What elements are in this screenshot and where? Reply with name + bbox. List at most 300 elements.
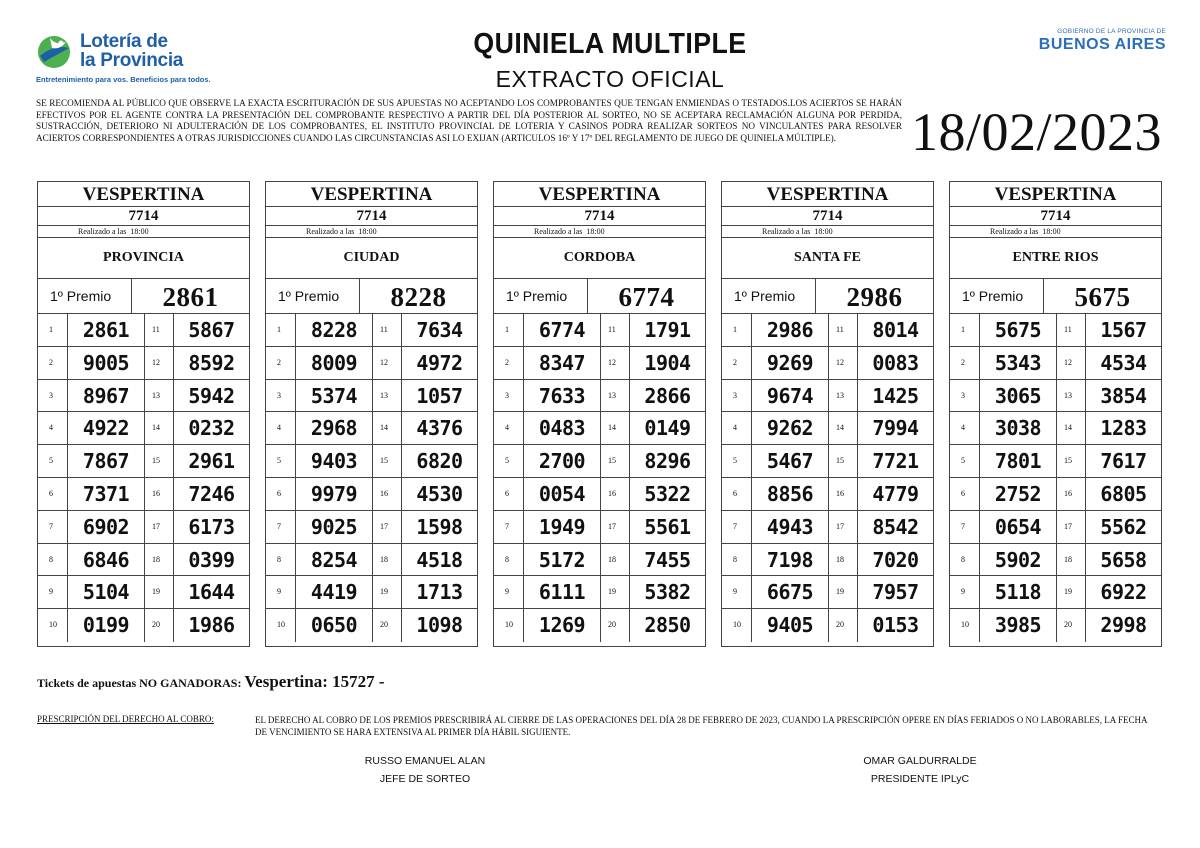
result-row: [494, 576, 705, 609]
result-position: 18: [601, 544, 630, 576]
result-number: 7371: [68, 478, 145, 510]
panel-time-label: Realizado a las: [78, 227, 127, 236]
result-number: 2968: [296, 412, 373, 444]
result-number: 6774: [524, 314, 601, 346]
prescription-text: EL DERECHO AL COBRO DE LOS PREMIOS PRESCRIBIRÁ AL CIERRE DE LAS OPERACIONES DEL DÍA 28 DE FEBRERO DE 2023, CUANDO LA PRESCRIPCIÓN OPERE EN DÍAS FERIADOS O NO LABORABLES, LA FECHA DE VENCIMIENTO SE HARA EXTENSIVA AL PRIMER DÍA HÁBIL SIGUIENTE.: [255, 715, 1147, 737]
result-position: 19: [829, 576, 858, 608]
result-number: 8009: [296, 347, 373, 379]
result-position: 8: [38, 544, 68, 576]
result-position: 16: [145, 478, 174, 510]
result-row: [722, 412, 933, 445]
tickets-value: Vespertina: 15727 -: [244, 672, 385, 691]
result-row: [266, 412, 477, 445]
result-number: 0483: [524, 412, 601, 444]
panel-session: VESPERTINA: [38, 182, 249, 207]
panel-time-label: Realizado a las: [762, 227, 811, 236]
result-row: [494, 314, 705, 347]
result-row: [266, 544, 477, 577]
result-number: 8254: [296, 544, 373, 576]
panel-provincia: [37, 181, 250, 647]
result-number: 5942: [188, 383, 235, 408]
panel-time-value: 18:00: [358, 227, 377, 236]
result-number: 1904: [644, 350, 691, 375]
result-position: 14: [373, 412, 402, 444]
result-number: 1713: [416, 580, 463, 605]
result-number: 5561: [644, 514, 691, 539]
result-position: 10: [266, 609, 296, 642]
result-row: [722, 347, 933, 380]
result-number: 7633: [524, 380, 601, 412]
result-number: 4518: [416, 547, 463, 572]
result-position: 20: [373, 609, 402, 642]
panel-ciudad: [265, 181, 478, 647]
result-row: [494, 445, 705, 478]
result-position: 2: [950, 347, 980, 379]
result-number: 9269: [752, 347, 829, 379]
first-prize-value: 5675: [1074, 282, 1131, 312]
result-position: 17: [373, 511, 402, 543]
panel-city: CORDOBA: [494, 238, 705, 279]
result-number: 9005: [68, 347, 145, 379]
result-number: 2961: [188, 449, 235, 474]
result-position: 10: [722, 609, 752, 642]
result-number: 8296: [644, 449, 691, 474]
result-number: 7634: [416, 318, 463, 342]
result-position: 3: [722, 380, 752, 412]
result-number: 1269: [524, 609, 601, 642]
result-number: 0083: [872, 350, 919, 375]
result-position: 2: [722, 347, 752, 379]
result-row: [722, 511, 933, 544]
panel-draw-number: 7714: [494, 207, 705, 226]
first-prize-label: 1º Premio: [494, 279, 588, 313]
result-position: 19: [145, 576, 174, 608]
panel-results-grid: [494, 314, 705, 642]
panel-results-grid: [950, 314, 1161, 642]
page-title: QUINIELA MULTIPLE: [473, 28, 747, 60]
panel-time-label: Realizado a las: [306, 227, 355, 236]
result-number: 6846: [68, 544, 145, 576]
result-position: 18: [1057, 544, 1086, 576]
result-row: [38, 609, 249, 642]
panel-results-grid: [722, 314, 933, 642]
result-position: 9: [494, 576, 524, 608]
result-position: 17: [601, 511, 630, 543]
result-number: 4376: [416, 416, 463, 441]
first-prize-label: 1º Premio: [38, 279, 132, 313]
result-position: 11: [145, 314, 174, 346]
result-position: 7: [266, 511, 296, 543]
result-row: [950, 478, 1161, 511]
panel-city: PROVINCIA: [38, 238, 249, 279]
result-row: [950, 412, 1161, 445]
result-row: [722, 314, 933, 347]
result-position: 7: [38, 511, 68, 543]
result-position: 12: [1057, 347, 1086, 379]
result-row: [950, 347, 1161, 380]
result-position: 9: [722, 576, 752, 608]
result-position: 4: [722, 412, 752, 444]
result-row: [494, 347, 705, 380]
result-position: 16: [1057, 478, 1086, 510]
result-row: [38, 314, 249, 347]
result-number: 5902: [980, 544, 1057, 576]
result-position: 6: [38, 478, 68, 510]
result-number: 5343: [980, 347, 1057, 379]
first-prize-label: 1º Premio: [722, 279, 816, 313]
result-position: 14: [1057, 412, 1086, 444]
result-position: 20: [145, 609, 174, 642]
result-position: 7: [950, 511, 980, 543]
result-position: 13: [145, 380, 174, 412]
result-position: 9: [38, 576, 68, 608]
result-number: 4534: [1100, 350, 1147, 375]
result-position: 15: [145, 445, 174, 477]
result-number: 7246: [188, 481, 235, 506]
result-row: [38, 478, 249, 511]
result-position: 10: [950, 609, 980, 642]
result-number: 0650: [296, 609, 373, 642]
result-number: 5867: [188, 318, 235, 342]
result-position: 20: [1057, 609, 1086, 642]
result-number: 4530: [416, 481, 463, 506]
result-position: 13: [1057, 380, 1086, 412]
result-number: 2998: [1100, 613, 1147, 638]
result-number: 5382: [644, 580, 691, 605]
result-number: 7617: [1100, 449, 1147, 474]
panel-draw-number: 7714: [38, 207, 249, 226]
result-row: [38, 412, 249, 445]
panel-results-grid: [266, 314, 477, 642]
result-row: [950, 544, 1161, 577]
result-number: 0054: [524, 478, 601, 510]
result-row: [494, 511, 705, 544]
result-position: 9: [266, 576, 296, 608]
page-subtitle: EXTRACTO OFICIAL: [495, 66, 725, 92]
result-number: 8542: [872, 514, 919, 539]
result-number: 3854: [1100, 383, 1147, 408]
result-position: 11: [601, 314, 630, 346]
gov-logo: [1039, 28, 1166, 54]
result-row: [266, 347, 477, 380]
result-row: [722, 576, 933, 609]
prescription-label: PRESCRIPCIÓN DEL DERECHO AL COBRO:: [37, 714, 214, 724]
first-prize-value: 2861: [162, 282, 219, 312]
result-number: 7867: [68, 445, 145, 477]
gov-logo-small: GOBIERNO DE LA PROVINCIA DE: [1057, 28, 1166, 35]
result-row: [38, 576, 249, 609]
result-position: 8: [950, 544, 980, 576]
result-position: 1: [494, 314, 524, 346]
result-number: 0199: [68, 609, 145, 642]
first-prize-value: 2986: [846, 282, 903, 312]
result-position: 11: [373, 314, 402, 346]
result-row: [722, 609, 933, 642]
result-position: 3: [494, 380, 524, 412]
result-number: 7994: [872, 416, 919, 441]
result-row: [494, 609, 705, 642]
panel-time-value: 18:00: [1042, 227, 1061, 236]
result-position: 15: [829, 445, 858, 477]
result-row: [950, 576, 1161, 609]
result-number: 8228: [296, 314, 373, 346]
panel-cordoba: [493, 181, 706, 647]
result-number: 7721: [872, 449, 919, 474]
signer-1: [330, 752, 520, 788]
result-number: 9674: [752, 380, 829, 412]
result-position: 1: [266, 314, 296, 346]
result-number: 2866: [644, 383, 691, 408]
result-position: 14: [145, 412, 174, 444]
result-position: 5: [266, 445, 296, 477]
result-position: 19: [1057, 576, 1086, 608]
panel-first-prize: [38, 279, 249, 314]
result-position: 2: [266, 347, 296, 379]
result-number: 5467: [752, 445, 829, 477]
result-position: 6: [950, 478, 980, 510]
first-prize-label: 1º Premio: [266, 279, 360, 313]
result-number: 7801: [980, 445, 1057, 477]
result-number: 6902: [68, 511, 145, 543]
result-number: 7020: [872, 547, 919, 572]
result-row: [266, 576, 477, 609]
result-number: 1791: [644, 318, 691, 342]
result-position: 15: [601, 445, 630, 477]
result-position: 20: [829, 609, 858, 642]
result-position: 1: [722, 314, 752, 346]
result-number: 6805: [1100, 481, 1147, 506]
panel-session: VESPERTINA: [494, 182, 705, 207]
result-position: 13: [829, 380, 858, 412]
result-number: 5374: [296, 380, 373, 412]
result-number: 2752: [980, 478, 1057, 510]
result-number: 6173: [188, 514, 235, 539]
result-position: 5: [950, 445, 980, 477]
result-number: 8967: [68, 380, 145, 412]
result-number: 8592: [188, 350, 235, 375]
result-number: 4922: [68, 412, 145, 444]
result-number: 4779: [872, 481, 919, 506]
result-number: 8014: [872, 318, 919, 342]
panel-session: VESPERTINA: [950, 182, 1161, 207]
result-number: 7455: [644, 547, 691, 572]
result-position: 17: [1057, 511, 1086, 543]
result-number: 9405: [752, 609, 829, 642]
loteria-logo: [36, 30, 211, 88]
result-position: 4: [950, 412, 980, 444]
panel-time-label: Realizado a las: [990, 227, 1039, 236]
panel-city: SANTA FE: [722, 238, 933, 279]
result-position: 3: [950, 380, 980, 412]
result-number: 6111: [524, 576, 601, 608]
result-number: 3038: [980, 412, 1057, 444]
result-number: 1057: [416, 383, 463, 408]
result-position: 16: [829, 478, 858, 510]
result-position: 8: [494, 544, 524, 576]
result-position: 7: [494, 511, 524, 543]
result-position: 3: [266, 380, 296, 412]
result-position: 18: [829, 544, 858, 576]
tickets-label: Tickets de apuestas NO GANADORAS:: [37, 676, 242, 690]
result-row: [950, 380, 1161, 413]
result-position: 10: [494, 609, 524, 642]
result-row: [950, 511, 1161, 544]
first-prize-label: 1º Premio: [950, 279, 1044, 313]
panel-draw-number: 7714: [950, 207, 1161, 226]
result-number: 7198: [752, 544, 829, 576]
result-position: 6: [494, 478, 524, 510]
loteria-logo-icon: [36, 34, 72, 70]
result-row: [266, 445, 477, 478]
result-position: 15: [373, 445, 402, 477]
signer-2-name: OMAR GALDURRALDE: [863, 755, 977, 767]
signer-2-role: PRESIDENTE IPLyC: [870, 773, 970, 785]
result-position: 5: [38, 445, 68, 477]
result-number: 9403: [296, 445, 373, 477]
result-position: 3: [38, 380, 68, 412]
result-number: 4943: [752, 511, 829, 543]
first-prize-value: 6774: [618, 282, 675, 312]
result-number: 5562: [1100, 514, 1147, 539]
panel-time: [722, 226, 933, 238]
result-number: 6675: [752, 576, 829, 608]
panel-draw-number: 7714: [722, 207, 933, 226]
result-position: 11: [1057, 314, 1086, 346]
result-number: 0399: [188, 547, 235, 572]
panel-results-grid: [38, 314, 249, 642]
panel-first-prize: [722, 279, 933, 314]
result-position: 15: [1057, 445, 1086, 477]
result-position: 4: [266, 412, 296, 444]
result-position: 9: [950, 576, 980, 608]
result-position: 13: [601, 380, 630, 412]
panel-city: CIUDAD: [266, 238, 477, 279]
panel-time: [950, 226, 1161, 238]
result-position: 12: [601, 347, 630, 379]
result-number: 9262: [752, 412, 829, 444]
panel-time-value: 18:00: [814, 227, 833, 236]
result-row: [494, 544, 705, 577]
result-number: 5172: [524, 544, 601, 576]
result-row: [950, 609, 1161, 642]
result-number: 2986: [752, 314, 829, 346]
panel-city: ENTRE RIOS: [950, 238, 1161, 279]
result-row: [38, 544, 249, 577]
result-position: 13: [373, 380, 402, 412]
result-position: 2: [494, 347, 524, 379]
result-position: 5: [722, 445, 752, 477]
result-position: 10: [38, 609, 68, 642]
result-position: 17: [145, 511, 174, 543]
result-number: 1598: [416, 514, 463, 539]
result-number: 1425: [872, 383, 919, 408]
result-number: 4972: [416, 350, 463, 375]
result-number: 8347: [524, 347, 601, 379]
result-position: 17: [829, 511, 858, 543]
result-position: 19: [373, 576, 402, 608]
disclaimer-text: SE RECOMIENDA AL PÚBLICO QUE OBSERVE LA EXACTA ESCRITURACIÓN DE SUS APUESTAS NO ACEPTANDO LOS COMPROBANTES QUE TENGAN ENMIENDAS O TESTADOS.LOS ACIERTOS SE HARÁN EFECTIVOS POR EL AGENTE CONTRA LA PRESENTACIÓN DEL COMPROBANTE RESPECTIVO A PARTIR DEL DÍA POSTERIOR AL SORTEO, NO SE ACEPTARA RECLAMACIÓN ALGUNA POR PERDIDA, SUSTRACCIÓN, DETERIORO NI ADULTERACIÓN DE LOS COMPROBANTES, EL INSTITUTO PROVINCIAL DE LOTERIA Y CASINOS PODRA REALIZAR SORTEOS NO VINCULANTES PARA RESOLVER ACIERTOS CORRESPONDIENTES A OTRAS JURISDICCIONES CUANDO LAS CIRCUNSTANCIAS ASI LO EXIJAN (ARTICULOS 16º Y 17º DEL REGLAMENTO DE JUEGO DE QUINIELA MÚLTIPLE).: [36, 98, 902, 143]
result-position: 2: [38, 347, 68, 379]
result-row: [494, 380, 705, 413]
result-number: 5322: [644, 481, 691, 506]
result-position: 1: [950, 314, 980, 346]
result-position: 6: [722, 478, 752, 510]
logo-text-line1: Lotería de: [80, 31, 168, 52]
panel-time: [494, 226, 705, 238]
result-row: [38, 511, 249, 544]
result-number: 8856: [752, 478, 829, 510]
result-number: 2700: [524, 445, 601, 477]
result-position: 18: [373, 544, 402, 576]
result-number: 5675: [980, 314, 1057, 346]
result-number: 0232: [188, 416, 235, 441]
result-number: 0153: [872, 613, 919, 638]
panel-santa-fe: [721, 181, 934, 647]
draw-date: 18/02/2023: [910, 102, 1162, 162]
result-position: 8: [266, 544, 296, 576]
result-position: 16: [373, 478, 402, 510]
result-row: [266, 380, 477, 413]
result-position: 1: [38, 314, 68, 346]
result-position: 18: [145, 544, 174, 576]
result-row: [266, 511, 477, 544]
signer-2: [825, 752, 1015, 788]
result-position: 20: [601, 609, 630, 642]
result-number: 7957: [872, 580, 919, 605]
result-row: [38, 380, 249, 413]
panel-draw-number: 7714: [266, 207, 477, 226]
result-position: 19: [601, 576, 630, 608]
result-position: 14: [829, 412, 858, 444]
panel-time-label: Realizado a las: [534, 227, 583, 236]
gov-logo-big: BUENOS AIRES: [1038, 36, 1166, 53]
result-number: 1949: [524, 511, 601, 543]
signer-1-role: JEFE DE SORTEO: [379, 773, 471, 785]
result-row: [494, 412, 705, 445]
result-number: 6922: [1100, 580, 1147, 605]
panel-first-prize: [494, 279, 705, 314]
result-row: [722, 445, 933, 478]
panel-session: VESPERTINA: [266, 182, 477, 207]
result-position: 8: [722, 544, 752, 576]
result-number: 2861: [68, 314, 145, 346]
result-row: [266, 314, 477, 347]
result-number: 0149: [644, 416, 691, 441]
result-position: 4: [494, 412, 524, 444]
result-row: [266, 609, 477, 642]
result-row: [266, 478, 477, 511]
logo-tagline: Entretenimiento para vos. Beneficios para todos.: [36, 75, 211, 84]
result-position: 16: [601, 478, 630, 510]
result-row: [722, 478, 933, 511]
result-position: 4: [38, 412, 68, 444]
result-row: [494, 478, 705, 511]
result-number: 1567: [1100, 318, 1147, 342]
panel-time-value: 18:00: [130, 227, 149, 236]
panel-entre-rios: [949, 181, 1162, 647]
panel-time-value: 18:00: [586, 227, 605, 236]
panel-session: VESPERTINA: [722, 182, 933, 207]
result-number: 1283: [1100, 416, 1147, 441]
result-position: 14: [601, 412, 630, 444]
result-row: [722, 544, 933, 577]
result-number: 5658: [1100, 547, 1147, 572]
result-number: 1986: [188, 613, 235, 638]
result-number: 2850: [644, 613, 691, 638]
result-number: 9025: [296, 511, 373, 543]
result-position: 12: [373, 347, 402, 379]
panel-first-prize: [950, 279, 1161, 314]
